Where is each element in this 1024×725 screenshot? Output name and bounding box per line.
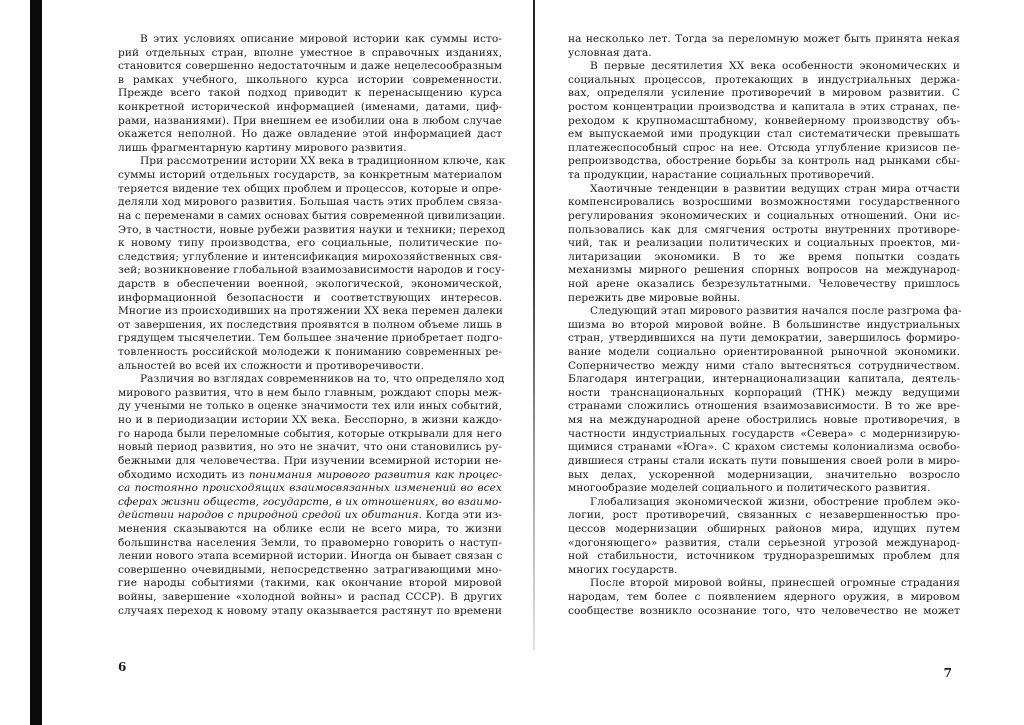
line-text: частности индустриальных государств «Севера» с модернизирую-: [568, 427, 960, 440]
line-text: компенсировались возросшими возможностями государственного: [568, 196, 960, 209]
text-line: [118, 509, 502, 523]
line-text: После второй мировой войны, принесшей огромные страдания: [590, 577, 960, 590]
line-text: реходом к крупномасштабному, конвейерному производству объ-: [568, 114, 960, 127]
text-line: [568, 469, 960, 483]
text-line: [568, 47, 960, 61]
text-line: [568, 346, 960, 360]
line-text: менения сказываются на облике если не всего мира, то жизни: [118, 522, 502, 535]
line-text: случаях переход к новому этапу оказывается растянут по времени: [118, 604, 502, 617]
line-text: следствия; углубление и интенсификация мирохозяйственных свя-: [118, 250, 502, 263]
line-text: ной арене оказались безрезультатными. Человечеству пришлось: [568, 277, 960, 290]
line-text: обходимо исходить из: [118, 468, 249, 481]
scan-edge-shadow: [30, 0, 42, 725]
line-text: дарств в обеспечении военной, экологической, экономической,: [118, 277, 502, 290]
line-text: стран, утвердившихся на пути демократии, завершилось формиро-: [568, 332, 960, 345]
text-line: [118, 373, 505, 387]
line-text: в рамках учебного, школьного курса истории современности.: [118, 73, 502, 86]
text-line: [118, 292, 502, 306]
line-text: В этих условиях описание мировой истории как суммы исто-: [140, 33, 502, 45]
text-line: [118, 482, 502, 496]
line-text: лишь фрагментарную картину мирового развития.: [118, 141, 407, 154]
right-page-text: [568, 33, 960, 618]
text-line: [568, 428, 960, 442]
text-line: [118, 196, 502, 210]
text-line: [118, 278, 502, 292]
text-line: [568, 564, 960, 578]
line-text: войны, завершение «холодной войны» и распад СССР). В других: [118, 590, 502, 603]
text-line: [568, 537, 960, 551]
right-page-number: 7: [943, 666, 952, 680]
text-line: [568, 169, 960, 183]
text-line: [568, 251, 960, 265]
text-line: [568, 387, 960, 401]
text-line: [568, 210, 960, 224]
text-line: [568, 224, 960, 238]
line-text: щимися странами «Юга». С крахом системы колониализма освобо-: [568, 441, 960, 454]
line-text: чий, так и реализации политических и социальных проектов, ми-: [568, 237, 960, 250]
text-line: [118, 47, 502, 61]
text-line: [568, 128, 960, 142]
line-text: условная дата.: [568, 46, 652, 59]
line-text: вание модели социально ориентированной рыночной экономики.: [568, 346, 960, 359]
text-line: [568, 455, 960, 469]
line-text: При рассмотрении истории XX века в традиционном ключе, как: [140, 155, 506, 168]
text-line: [118, 237, 502, 251]
text-line: [118, 496, 502, 510]
text-line: [568, 115, 960, 129]
line-text: та продукции, нарастание социальных противоречий.: [568, 169, 875, 182]
text-line: [568, 101, 960, 115]
line-text: от завершения, их последствия проявятся в полном объеме лишь в: [118, 318, 502, 331]
text-line: [118, 414, 502, 428]
line-text: В первые десятилетия XX века особенности экономических и: [590, 60, 960, 73]
line-text: многообразие моделей социального и политического развития.: [568, 482, 931, 495]
line-text: ной стабильности, источником трудноразрешимых проблем для: [568, 550, 960, 563]
line-text: странами сложились отношения взаимозависимости. В то же вре-: [568, 400, 960, 413]
text-line: [118, 319, 502, 333]
text-line: [118, 101, 502, 115]
line-text: бежными для человечества. При изучении всемирной истории не-: [118, 454, 502, 467]
text-line: [568, 292, 960, 306]
text-line: [118, 455, 502, 469]
line-text: цессов модернизации обширных районов мира, идущих путем: [568, 522, 960, 535]
text-line: [118, 223, 506, 238]
line-text: многих государств.: [568, 563, 678, 576]
text-line: [118, 400, 502, 414]
text-line: [118, 142, 502, 156]
text-line: [118, 60, 502, 74]
line-text: новый период развития, но это не значит, что они становились ру-: [118, 441, 502, 454]
line-text: на несколько лет. Тогда за переломную может быть принята некая: [568, 33, 960, 45]
line-text: «догоняющего» развития, стали серьезной угрозой международ-: [568, 536, 960, 549]
line-text: шизма во второй мировой войне. В большинстве индустриальных: [568, 318, 960, 331]
line-text: суммы историй отдельных государств, за конкретным материалом: [118, 169, 502, 182]
line-text: на с переменами в самих основах бытия современной цивилизации.: [118, 209, 506, 222]
text-line: [118, 605, 502, 619]
line-text: пользовались как для смягчения остроты внутренних противоре-: [568, 223, 960, 236]
line-text: литаризации экономики. В то же время попытки создать: [568, 250, 960, 263]
text-line: [568, 496, 960, 510]
text-line: [568, 278, 960, 292]
line-text: народам, тем более с появлением ядерного оружия, в мировом: [568, 590, 960, 603]
line-text: сообществе возникло осознание того, что человечество не может: [568, 604, 960, 617]
text-line: [118, 577, 502, 591]
text-line: [568, 183, 960, 197]
book-spine: [533, 0, 535, 650]
text-line: [118, 523, 502, 537]
text-line: [118, 387, 502, 401]
text-line: [568, 482, 960, 496]
line-text: к новому типу производства, его социальные, политические по-: [118, 237, 502, 250]
line-text: альностей во всей их сложности и противоречивости.: [118, 359, 424, 372]
text-line: [568, 605, 960, 619]
line-text: ем выпускаемой ими продукции стал систематически превышать: [568, 128, 960, 141]
text-line: [118, 183, 502, 197]
line-text: совершенно очевидными, непосредственно затрагивающими мно-: [118, 563, 502, 576]
text-line: [118, 428, 502, 442]
text-line: [118, 346, 502, 360]
line-italic-text: понимания мирового развития как процес-: [248, 468, 502, 481]
text-line: [118, 550, 502, 564]
text-line: [118, 591, 502, 605]
text-line: [118, 332, 502, 346]
line-tail-text: Когда эти из-: [422, 509, 502, 522]
line-text: вых делах, ускоренной модернизации, значительно возросло: [568, 468, 960, 481]
text-line: [568, 577, 960, 591]
text-line: [118, 155, 506, 169]
line-text: социальных процессов, протекающих в индустриальных держа-: [568, 73, 960, 86]
text-line: [568, 332, 960, 346]
line-text: вах, определяли усиление противоречий в мировом развитии. С: [568, 87, 960, 100]
text-line: [568, 142, 960, 156]
line-text: дившиеся страны стали искать пути повышения своей роли в миро-: [568, 454, 960, 467]
line-text: Многие из происходивших на протяжении XX века перемен далеки: [118, 305, 504, 318]
text-line: [118, 128, 502, 142]
line-italic-text: действии народов с природной средой их обитания.: [118, 509, 423, 522]
line-text: лении нового этапа всемирной истории. Иногда он бывает связан с: [118, 550, 503, 563]
line-text: механизмы мирного решения спорных вопросов на международ-: [568, 264, 960, 277]
line-text: платежеспособный спрос на нее. Отсюда углубление кризисов пе-: [568, 141, 960, 154]
line-text: Прежде всего такой подход приводит к перенасыщению курса: [118, 87, 502, 100]
line-text: пережить две мировые войны.: [568, 291, 741, 304]
text-line: [118, 33, 502, 47]
text-line: [568, 237, 960, 251]
line-text: грядущем тысячелетии. Тем большее значение приобретает подго-: [118, 332, 503, 345]
line-italic-text: са постоянно происходящих взаимосвязанных изменений во всех: [118, 482, 502, 495]
line-text: Хаотичные тенденции в развитии ведущих стран мира отчасти: [590, 182, 960, 195]
line-text: Благодаря интеграции, интернационализации капитала, деятель-: [568, 373, 960, 386]
line-text: рий отдельных стран, вполне уместное в справочных изданиях,: [118, 46, 502, 59]
line-text: Глобализация экономической жизни, обострение проблем эко-: [590, 495, 960, 508]
text-line: [568, 400, 960, 414]
text-line: [118, 87, 502, 101]
line-text: зей; возникновение глобальной взаимозависимости народов и госу-: [118, 264, 505, 277]
text-line: [568, 550, 960, 564]
text-line: [568, 196, 960, 210]
text-line: [118, 305, 502, 319]
text-line: [568, 87, 960, 101]
line-text: конкретной исторической информацией (именами, датами, циф-: [118, 101, 502, 114]
text-line: [568, 523, 960, 537]
text-line: [568, 305, 960, 319]
text-line: [118, 537, 502, 551]
text-line: [118, 74, 502, 88]
text-line: [568, 33, 960, 47]
text-line: [118, 209, 506, 224]
text-line: [118, 441, 502, 455]
text-line: [118, 264, 505, 278]
line-text: теряется видение тех общих проблем и процессов, которые и опре-: [118, 182, 502, 195]
text-line: [568, 591, 960, 605]
line-text: мирового развития, что в нем было главным, рождают споры меж-: [118, 386, 502, 399]
line-text: окажется неполной. Но даже овладение этой информацией даст: [118, 128, 502, 141]
text-line: [118, 564, 502, 578]
text-line: [568, 373, 960, 387]
text-line: [568, 319, 960, 333]
text-line: [568, 441, 960, 455]
line-text: ности транснациональных корпораций (ТНК) между ведущими: [568, 386, 960, 399]
text-line: [568, 74, 960, 88]
text-line: [118, 251, 502, 265]
line-text: становится совершенно недостаточным и даже нецелесообразным: [118, 60, 502, 73]
text-line: [568, 60, 960, 74]
text-line: [118, 169, 502, 183]
line-text: го народа были переломные события, которые открывали для него: [118, 427, 502, 440]
line-text: но и в периодизации истории XX века. Бесспорно, в жизни каждо-: [118, 414, 502, 427]
line-text: Различия во взглядах современников на то, что определяло ход: [140, 373, 505, 386]
line-text: ду учеными не только в оценке значимости тех или иных событий,: [118, 400, 502, 413]
line-text: репроизводства, обострение борьбы за контроль над рынками сбы-: [568, 155, 960, 168]
line-text: рами, названиями). При внешнем ее изобилии она в любом случае: [118, 114, 502, 127]
line-text: деляли ход мирового развития. Большая часть этих проблем связа-: [118, 196, 502, 209]
line-text: большинства населения Земли, то правомерно говорить о наступ-: [118, 536, 502, 549]
text-line: [568, 360, 960, 374]
line-text: логии, рост противоречий, связанных с незавершенностью про-: [568, 509, 960, 522]
line-text: гие народы событиями (такими, как окончание второй мировой: [118, 577, 502, 590]
text-line: [568, 264, 960, 278]
line-text: информационной безопасности и соответствующих интересов.: [118, 291, 502, 304]
text-line: [118, 360, 502, 374]
line-text: Соперничество между ними стало вытесняться сотрудничеством.: [568, 359, 960, 372]
text-line: [118, 115, 502, 129]
line-text: ростом концентрации производства и капитала в этих странах, пе-: [568, 101, 960, 114]
text-line: [118, 469, 502, 483]
text-line: [568, 509, 960, 523]
line-text: мя на международной арене обострились новые противоречия, в: [568, 414, 960, 427]
text-line: [568, 155, 960, 169]
left-page-text: [118, 33, 506, 618]
left-page-number: 6: [118, 660, 127, 674]
line-text: Это, в частности, новые рубежи развития науки и техники; переход: [118, 223, 506, 236]
text-line: [568, 414, 960, 428]
line-text: регулирования экономических и социальных отношений. Они ис-: [568, 209, 960, 222]
line-italic-text: сферах жизни обществ, государств, в их отношениях, во взаимо-: [118, 495, 502, 508]
line-text: товленность российской молодежи к пониманию современных ре-: [118, 346, 502, 359]
line-text: Следующий этап мирового развития начался после разгрома фа-: [590, 305, 962, 318]
